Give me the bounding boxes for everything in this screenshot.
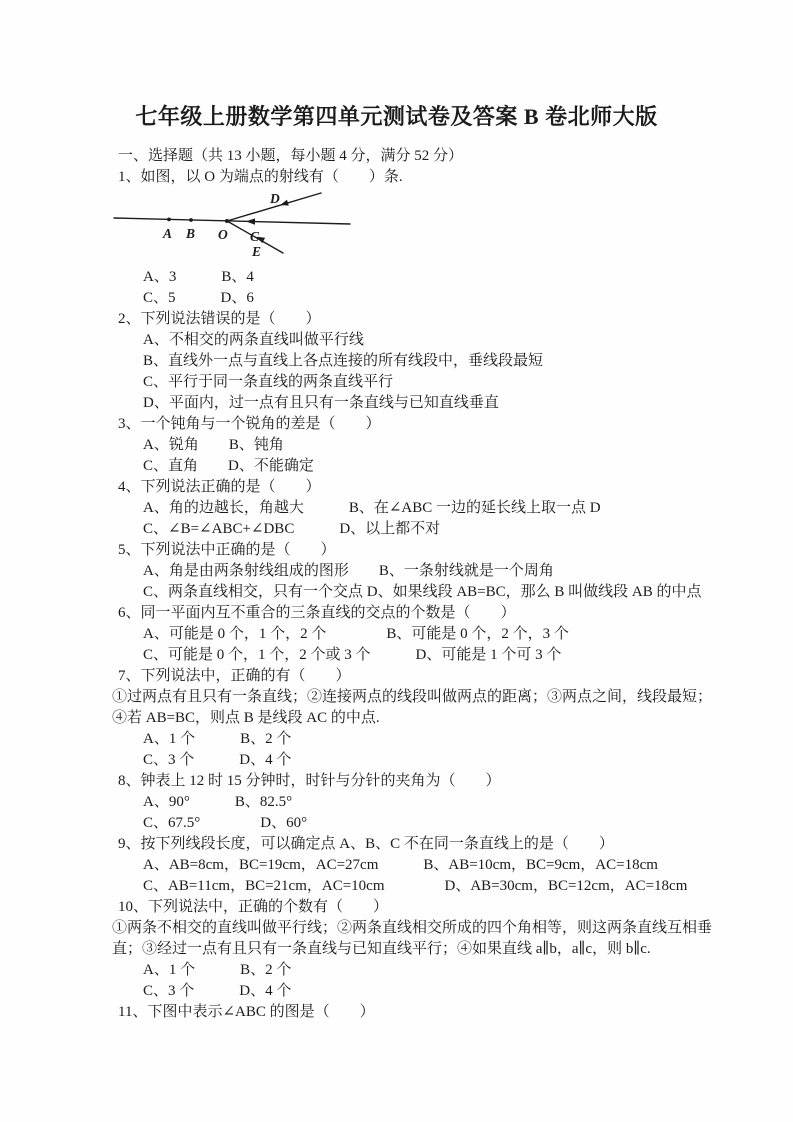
question-7-text: 7、下列说法中，正确的有（ ） bbox=[118, 668, 351, 684]
figure-lines bbox=[114, 193, 350, 253]
question-1-text: 1、如图，以 O 为端点的射线有（ ）条. bbox=[118, 169, 403, 185]
question-8-options-row-2: C、67.5° D、60° bbox=[143, 815, 308, 831]
figure-label-c: C bbox=[250, 229, 260, 244]
question-4-options-row-2: C、∠B=∠ABC+∠DBC D、以上都不对 bbox=[143, 521, 441, 537]
question-10-options-row-1: A、1 个 B、2 个 bbox=[143, 962, 292, 978]
question-5-text: 5、下列说法中正确的是（ ） bbox=[118, 542, 336, 558]
question-10-options-row-2: C、3 个 D、4 个 bbox=[143, 983, 292, 999]
question-8-options-row-1: A、90° B、82.5° bbox=[143, 794, 293, 810]
question-4-options-row-1: A、角的边越长，角越大 B、在∠ABC 一边的延长线上取一点 D bbox=[143, 500, 601, 516]
figure-label-b: B bbox=[186, 226, 196, 241]
question-2-option-a: A、不相交的两条直线叫做平行线 bbox=[143, 332, 364, 348]
question-2-option-c: C、平行于同一条直线的两条直线平行 bbox=[143, 374, 394, 390]
question-7-options-row-2: C、3 个 D、4 个 bbox=[143, 752, 292, 768]
question-1-options-row-2: C、5 D、6 bbox=[143, 290, 254, 306]
question-2-option-b: B、直线外一点与直线上各点连接的所有线段中，垂线段最短 bbox=[143, 353, 544, 369]
figure-label-e: E bbox=[252, 244, 262, 259]
question-9-options-row-2: C、AB=11cm，BC=21cm，AC=10cm D、AB=30cm，BC=12cm，AC=18cm bbox=[143, 878, 688, 894]
figure-label-a: A bbox=[163, 226, 173, 241]
question-2-text: 2、下列说法错误的是（ ） bbox=[118, 311, 321, 327]
point-c-arrow bbox=[246, 218, 255, 224]
question-11-text: 11、下图中表示∠ABC 的图是（ ） bbox=[118, 1004, 375, 1020]
question-7-statements-line-1: ①过两点有且只有一条直线；②连接两点的线段叫做两点的距离；③两点之间，线段最短； bbox=[112, 689, 713, 705]
question-7-statements-line-2: ④若 AB=BC，则点 B 是线段 AC 的中点. bbox=[112, 710, 380, 726]
question-10-statements-line-1: ①两条不相交的直线叫做平行线；②两条直线相交所成的四个角相等，则这两条直线互相垂 bbox=[112, 920, 713, 936]
figure-labels bbox=[162, 191, 280, 259]
question-5-options-row-2: C、两条直线相交，只有一个交点 D、如果线段 AB=BC，那么 B 叫做线段 AB 的中点 bbox=[143, 584, 702, 600]
figure-label-o: O bbox=[218, 227, 228, 242]
rays-diagram bbox=[112, 188, 362, 267]
question-9-text: 9、按下列线段长度，可以确定点 A、B、C 不在同一条直线上的是（ ） bbox=[118, 836, 614, 852]
point-a-dot bbox=[167, 218, 171, 222]
question-7-options-row-1: A、1 个 B、2 个 bbox=[143, 731, 292, 747]
point-o-dot bbox=[225, 219, 229, 223]
document-body bbox=[112, 146, 758, 1023]
point-b-dot bbox=[189, 218, 193, 222]
question-5-options-row-1: A、角是由两条射线组成的图形 B、一条射线就是一个周角 bbox=[143, 563, 554, 579]
question-2-option-d: D、平面内，过一点有且只有一条直线与已知直线垂直 bbox=[143, 395, 499, 411]
question-9-options-row-1: A、AB=8cm，BC=19cm，AC=27cm B、AB=10cm，BC=9cm，AC=18cm bbox=[143, 857, 658, 873]
question-6-text: 6、同一平面内互不重合的三条直线的交点的个数是（ ） bbox=[118, 605, 516, 621]
section-header: 一、选择题（共 13 小题，每小题 4 分，满分 52 分） bbox=[118, 148, 464, 164]
question-4-text: 4、下列说法正确的是（ ） bbox=[118, 479, 321, 495]
page-title: 七年级上册数学第四单元测试卷及答案 B 卷北师大版 bbox=[135, 104, 658, 129]
point-d-arrow bbox=[280, 200, 289, 206]
question-1-figure bbox=[118, 188, 758, 267]
question-3-text: 3、一个钝角与一个锐角的差是（ ） bbox=[118, 416, 381, 432]
question-8-text: 8、钟表上 12 时 15 分钟时，时针与分针的夹角为（ ） bbox=[118, 773, 501, 789]
question-1-options-row-1: A、3 B、4 bbox=[143, 269, 254, 285]
question-10-statements-line-2: 直；③经过一点有且只有一条直线与已知直线平行；④如果直线 a∥b，a∥c，则 b∥c. bbox=[112, 941, 651, 957]
question-6-options-row-1: A、可能是 0 个，1 个，2 个 B、可能是 0 个，2 个，3 个 bbox=[143, 626, 569, 642]
figure-label-d: D bbox=[270, 191, 280, 206]
question-3-options-row-2: C、直角 D、不能确定 bbox=[143, 458, 314, 474]
question-10-text: 10、下列说法中，正确的个数有（ ） bbox=[118, 899, 389, 915]
question-3-options-row-1: A、锐角 B、钝角 bbox=[143, 437, 284, 453]
question-6-options-row-2: C、可能是 0 个，1 个，2 个或 3 个 D、可能是 1 个可 3 个 bbox=[143, 647, 562, 663]
